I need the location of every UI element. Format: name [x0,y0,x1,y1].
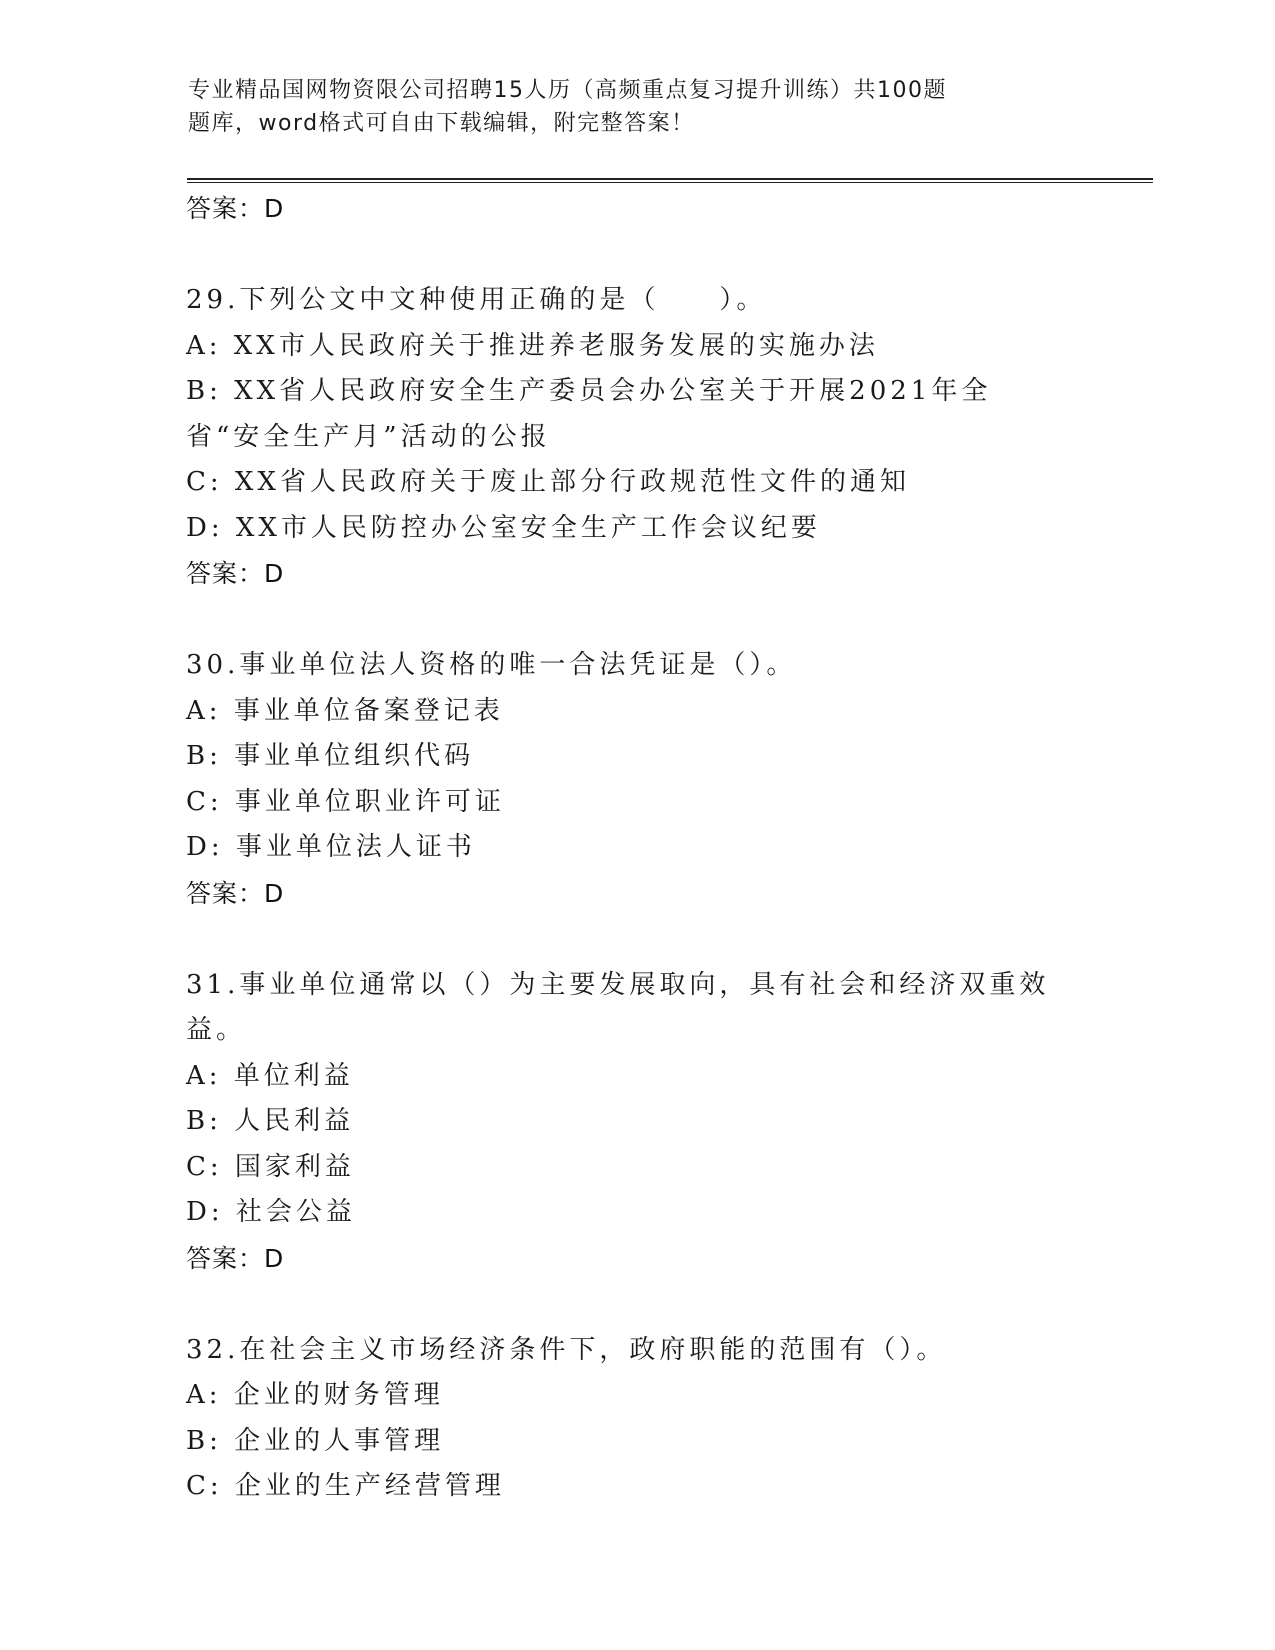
option-d: D: XX市人民防控办公室安全生产工作会议纪要 [186,512,821,543]
option-b: B: 企业的人事管理 [186,1425,445,1456]
option-b: B: 人民利益 [186,1106,355,1136]
option-a: A: 企业的财务管理 [186,1380,444,1410]
answer-line: 答案：D [186,559,285,588]
header-divider [187,178,1153,183]
question-text: 30.事业单位法人资格的唯一合法凭证是（）。 [186,650,797,680]
answer-line: 答案：D [186,1243,285,1273]
answer-line: 答案：D [186,878,285,908]
option-c: C: 企业的生产经营管理 [186,1471,505,1501]
question-text: 29.下列公文中文种使用正确的是（ ）。 [186,285,767,315]
option-d: D: 事业单位法人证书 [186,832,476,862]
question-text: 32.在社会主义市场经济条件下，政府职能的范围有（）。 [186,1334,947,1365]
option-b: B: XX省人民政府安全生产委员会办公室关于开展2021年全省“安全生产月”活动的公报 [186,376,992,452]
question-29 [186,278,1106,597]
question-32 [186,1328,1106,1510]
header-line-1: 专业精品国网物资限公司招聘15人历（高频重点复习提升训练）共100题 [188,78,947,103]
option-c: C: 事业单位职业许可证 [186,786,505,817]
answer-line: 答案：D [186,194,285,223]
option-c: C: 国家利益 [186,1151,355,1182]
option-a: A: 事业单位备案登记表 [186,695,504,726]
question-31 [186,963,1106,1282]
option-a: A: XX市人民政府关于推进养老服务发展的实施办法 [186,330,879,361]
question-text: 31.事业单位通常以（）为主要发展取向，具有社会和经济双重效益。 [186,969,1050,1045]
option-a: A: 单位利益 [186,1060,354,1091]
question-30 [186,643,1106,917]
option-b: B: 事业单位组织代码 [186,741,475,771]
document-body [186,186,1106,1510]
header-line-2: 题库，word格式可自由下载编辑，附完整答案！ [188,111,695,136]
option-c: C: XX省人民政府关于废止部分行政规范性文件的通知 [186,467,910,497]
option-d: D: 社会公益 [186,1197,356,1227]
page-header [188,74,1088,140]
